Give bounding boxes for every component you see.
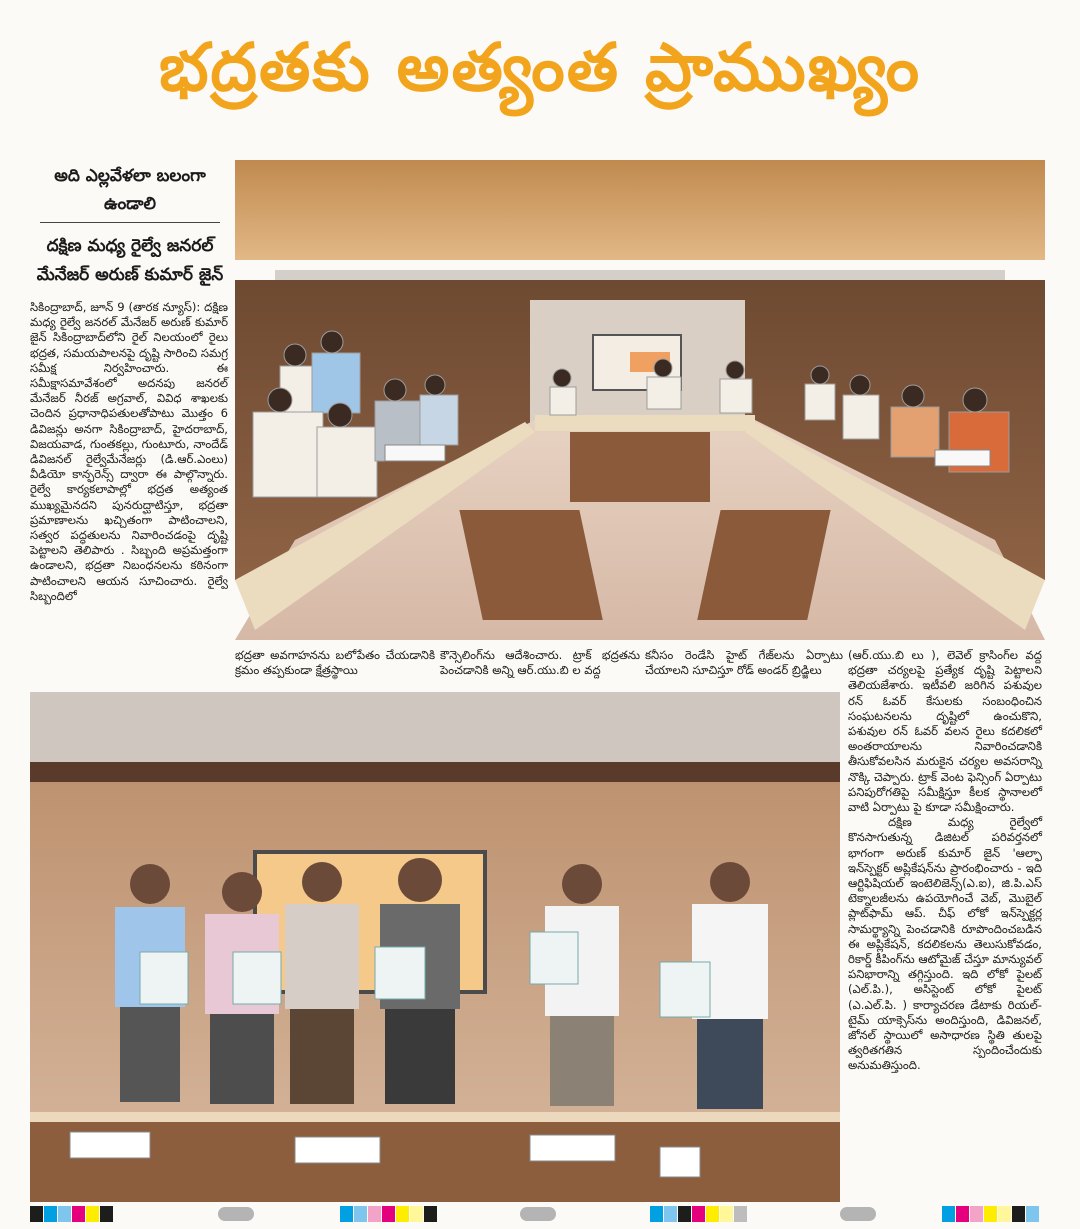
color-bar-2 [340, 1206, 437, 1222]
color-bar-4 [942, 1206, 1039, 1222]
meeting-photo [235, 160, 1045, 645]
body-paragraph-right-2: దక్షిణ మధ్య రైల్వేలో కొనసాగుతున్న డిజిటల్ పరివర్తనలో భాగంగా అరుణ్ కుమార్ జైన్ 'ఆల్ఫా ఇన్‌స్పెక్టర్ అప్లికేషన్‌ను ప్రారంభించారు - ఇది ఆర్టిఫిషియల్ ఇంటెలిజెన్స్(ఎ.ఐ), జి.పి.ఎస్ టెక్నాలజీలను ఉపయోగించే వెబ్, మొబైల్ ప్లాట్‌ఫామ్ ఆప్. చీఫ్ లోకో ఇన్‌స్పెక్టర్ల సామర్థ్యాన్ని పెంచడానికి రూపొందించబడిన ఈ అప్లికేషన్, కదలికలను తెలుసుకోవడం, రికార్డ్ కీపింగ్‌ను ఆటోమైజ్ చేస్తూ మాన్యువల్ పనిభారాన్ని తగ్గిస్తుంది. ఇది లోకో పైలట్ (ఎల్.పి.), అసిస్టెంట్ లోకో పైలట్ (ఎ.ఎల్.పి. ) కార్యాచరణ డేటాకు రియల్-టైమ్ యాక్సెస్‌ను అందిస్తుంది, డివిజనల్, జోనల్ స్థాయిలో అసాధారణ స్థితి తులపై త్వరితగతిన స్పందించేందుకు అనుమతిస్తుంది. [848, 815, 1042, 1073]
body-paragraph-1: సికింద్రాబాద్, జూన్ 9 (తారక న్యూస్): దక్షిణ మధ్య రైల్వే జనరల్ మేనేజర్ అరుణ్ కుమార్ జైన్ సికింద్రాబాద్‌లోని రైల్ నిలయంలో రైలు భద్రత, సమయపాలనపై దృష్టి సారించి సమగ్ర సమీక్ష నిర్వహించారు. ఈ సమీక్షాసమావేశంలో అదనపు జనరల్ మేనేజర్ నీరజ్ అగ్రవాల్, వివిధ శాఖలకు చెందిన ప్రధానాధిపతులతోపాటు మొత్తం 6 డివిజన్లు అనగా సికింద్రాబాద్, హైదరాబాద్, విజయవాడ, గుంతకల్లు, గుంటూరు, నాందేడ్ డివిజనల్ రైల్వేమేనేజర్లు (డి.ఆర్.ఎంలు) వీడియో కాన్ఫరెన్స్ ద్వారా ఈ పాల్గొన్నారు. రైల్వే కార్యకలాపాల్లో భద్రత అత్యంత ముఖ్యమైనదని పునరుద్ఘాటిస్తూ, భద్రతా ప్రమాణాలను ఖచ్చితంగా పాటించాలని, సత్వర పద్ధతులను నివారించడంపై దృష్టి పెట్టాలని తెలిపారు . సిబ్బంది అప్రమత్తంగా ఉండాలని, భద్రతా నిబంధనలను కఠినంగా పాటించాలని ఆయన సూచించారు. రైల్వే సిబ్బందిలో [30, 300, 228, 603]
body-column-4: కనీసం రెండేసి హైట్ గేజ్‌లను ఏర్పాటు చేయాలని సూచిస్తూ రోడ్ అండర్ బ్రిడ్జిలు [645, 648, 843, 678]
launch-photo [30, 692, 840, 1202]
body-column-1 [30, 300, 228, 604]
body-column-2: భద్రతా అవగాహనను బలోపేతం చేయడానికి క్రమం తప్పకుండా క్షేత్రస్థాయి [235, 648, 435, 678]
subhead: దక్షిణ మధ్య రైల్వే జనరల్ మేనేజర్ అరుణ్ కుమార్ జైన్ [36, 236, 224, 285]
body-paragraph-right-1: (ఆర్.యు.బి లు ), లెవెల్ క్రాసింగ్‌ల వద్ద భద్రతా చర్యలపై ప్రత్యేక దృష్టి పెట్టాలని తెలియజేశారు. ఇటీవలి జరిగిన పశువుల రన్ ఓవర్ కేసులకు సంబంధించిన సంఘటనలను దృష్టిలో ఉంచుకొని, పశువుల రన్ ఓవర్ వలన రైలు కదలికలో అంతరాయాలను నివారించడానికి తీసుకోవలసిన మరుకైన చర్యల అవసరాన్ని నొక్కి చెప్పారు. ట్రాక్ వెంట ఫెన్సింగ్ ఏర్పాటు పనిపురోగతిపై సమీక్షిస్తూ కీలక స్థానాలలో వాటి ఏర్పాటు పై కూడా సమీక్షించారు. [848, 648, 1042, 815]
color-bar-3 [650, 1206, 747, 1222]
kicker-divider [40, 222, 220, 223]
kicker: అది ఎల్లవేళలా బలంగా ఉండాలి [54, 166, 206, 214]
register-mark-3 [840, 1207, 876, 1221]
headline: భద్రతకు అత్యంత ప్రాముఖ్యం [158, 29, 922, 106]
body-column-3: కౌన్సెలింగ్‌ను ఆదేశించారు. ట్రాక్ భద్రతను పెంచడానికి అన్ని ఆర్.యు.బి ల వద్ద [440, 648, 640, 678]
register-mark-2 [520, 1207, 556, 1221]
register-mark-1 [218, 1207, 254, 1221]
color-bar-1 [30, 1206, 113, 1222]
body-column-right [848, 648, 1042, 1074]
